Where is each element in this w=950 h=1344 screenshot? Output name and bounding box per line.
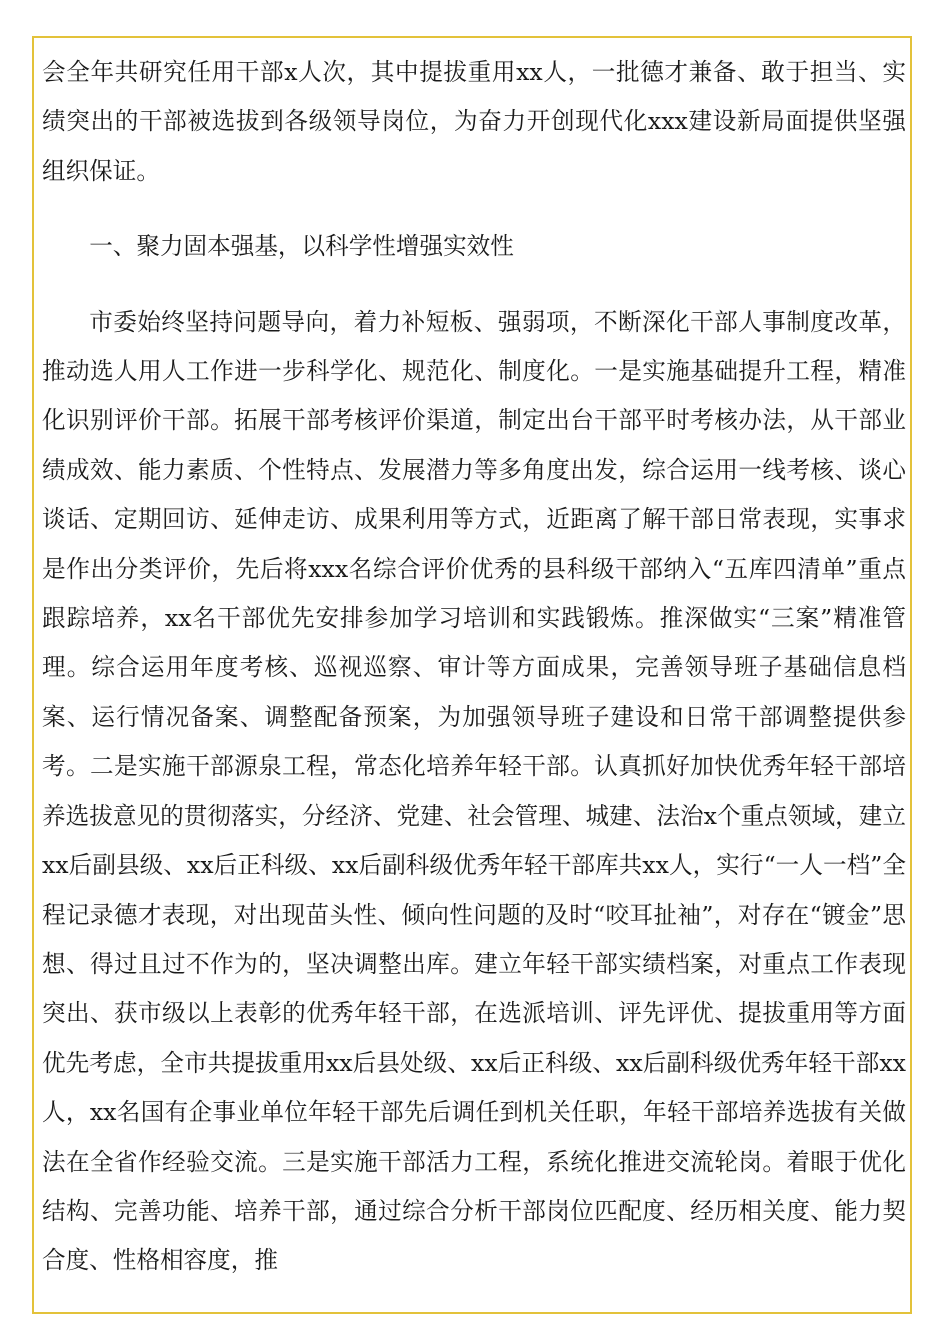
section-heading: 一、聚力固本强基，以科学性增强实效性: [89, 232, 514, 261]
intro-paragraph: 会全年共研究任用干部x人次，其中提拔重用xx人，一批德才兼备、敢于担当、实绩突出的干部被选拔到各级领导岗位，为奋力开创现代化xxx建设新局面提供坚强组织保证。: [42, 58, 906, 185]
document-body: [42, 48, 906, 1286]
body-paragraph: 市委始终坚持问题导向，着力补短板、强弱项，不断深化干部人事制度改革，推动选人用人工作进一步科学化、规范化、制度化。一是实施基础提升工程，精准化识别评价干部。拓展干部考核评价渠道，制定出台干部平时考核办法，从干部业绩成效、能力素质、个性特点、发展潜力等多角度出发，综合运用一线考核、谈心谈话、定期回访、延伸走访、成果利用等方式，近距离了解干部日常表现，实事求是作出分类评价，先后将xxx名综合评价优秀的县科级干部纳入“五库四清单”重点跟踪培养，xx名干部优先安排参加学习培训和实践锻炼。推深做实“三案”精准管理。综合运用年度考核、巡视巡察、审计等方面成果，完善领导班子基础信息档案、运行情况备案、调整配备预案，为加强领导班子建设和日常干部调整提供参考。二是实施干部源泉工程，常态化培养年轻干部。认真抓好加快优秀年轻干部培养选拔意见的贯彻落实，分经济、党建、社会管理、城建、法治x个重点领域，建立xx后副县级、xx后正科级、xx后副科级优秀年轻干部库共xx人，实行“一人一档”全程记录德才表现，对出现苗头性、倾向性问题的及时“咬耳扯袖”，对存在“镀金”思想、得过且过不作为的，坚决调整出库。建立年轻干部实绩档案，对重点工作表现突出、获市级以上表彰的优秀年轻干部，在选派培训、评先评优、提拔重用等方面优先考虑，全市共提拔重用xx后县处级、xx后正科级、xx后副科级优秀年轻干部xx人，xx名国有企事业单位年轻干部先后调任到机关任职，年轻干部培养选拔有关做法在全省作经验交流。三是实施干部活力工程，系统化推进交流轮岗。着眼于优化结构、完善功能、培养干部，通过综合分析干部岗位匹配度、经历相关度、能力契合度、性格相容度，推: [42, 307, 906, 1275]
